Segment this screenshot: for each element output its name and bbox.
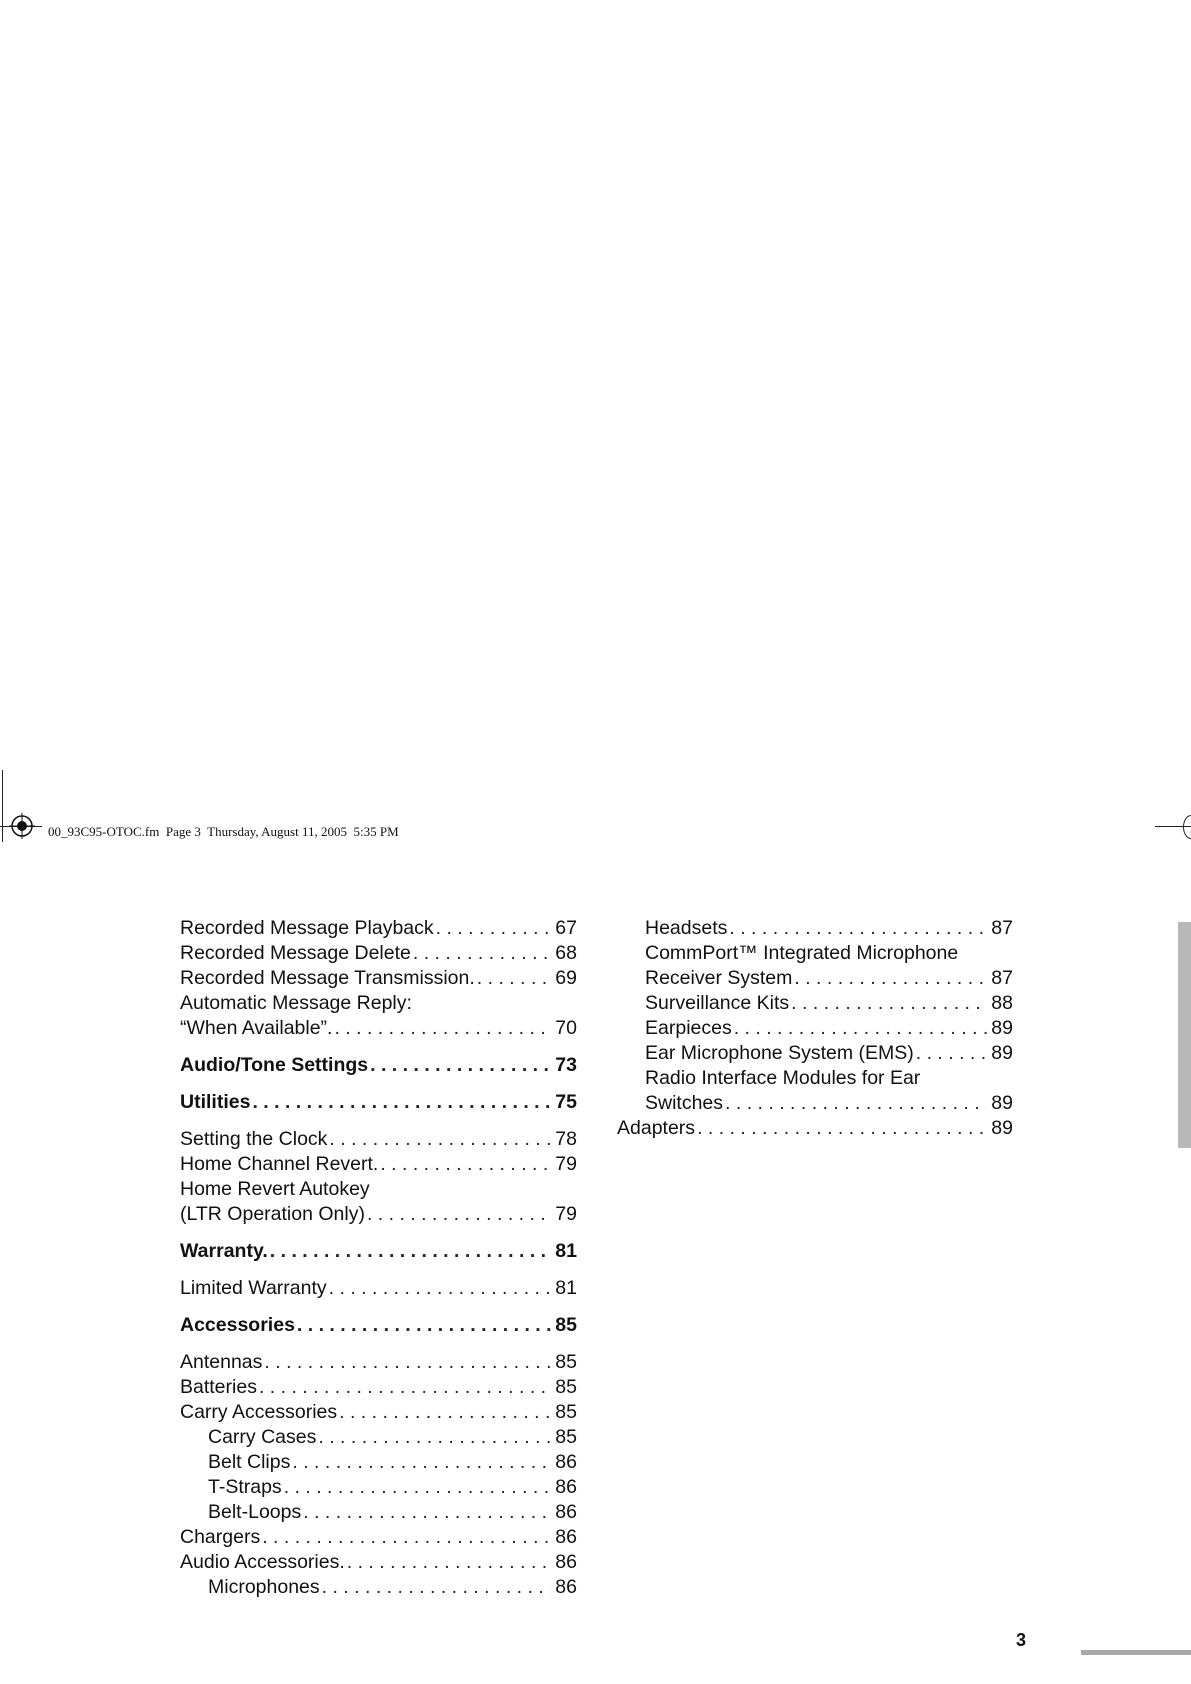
toc-entry xyxy=(617,1016,1013,1041)
toc-dot-leader xyxy=(365,1202,551,1227)
toc-entry xyxy=(180,1276,577,1301)
toc-entry-title: Recorded Message Playback xyxy=(180,917,434,939)
toc-entry xyxy=(180,1202,577,1227)
toc-entry xyxy=(180,1525,577,1550)
toc-dot-leader xyxy=(320,1575,552,1600)
toc-entry-title: (LTR Operation Only) xyxy=(180,1203,365,1225)
toc-dot-leader xyxy=(789,991,987,1016)
side-tab-marker xyxy=(1178,922,1191,1148)
toc-entry-title: Setting the Clock xyxy=(180,1128,328,1150)
toc-entry xyxy=(180,1450,577,1475)
toc-entry-title: Utilities xyxy=(180,1091,251,1113)
toc-dot-leader xyxy=(257,1375,551,1400)
toc-entry xyxy=(617,941,1013,966)
toc-entry-page: 87 xyxy=(991,967,1013,989)
toc-entry xyxy=(180,1177,577,1202)
toc-entry-title: Chargers xyxy=(180,1526,261,1548)
toc-entry xyxy=(180,1550,577,1575)
toc-entry-title: Radio Interface Modules for Ear xyxy=(645,1067,921,1089)
toc-entry-title: Recorded Message Delete xyxy=(180,942,411,964)
toc-entry-page: 86 xyxy=(555,1526,577,1548)
toc-dot-leader xyxy=(260,1525,551,1550)
toc-entry-page: 89 xyxy=(991,1017,1013,1039)
toc-entry-title: CommPort™ Integrated Microphone xyxy=(645,942,959,964)
toc-entry-title: Carry Cases xyxy=(208,1426,317,1448)
toc-dot-leader xyxy=(695,1116,987,1141)
toc-entry-page: 89 xyxy=(991,1092,1013,1114)
toc-entry-title: Audio Accessories. xyxy=(180,1551,345,1573)
toc-entry-page: 78 xyxy=(555,1128,577,1150)
toc-entry-title: Microphones xyxy=(208,1576,320,1598)
toc-dot-leader xyxy=(368,1053,551,1078)
toc-dot-leader xyxy=(282,1475,552,1500)
toc-dot-leader xyxy=(268,1239,552,1264)
toc-entry xyxy=(180,1375,577,1400)
toc-dot-leader xyxy=(295,1313,551,1338)
toc-entry-page: 81 xyxy=(555,1240,577,1262)
toc-entry-page: 85 xyxy=(555,1426,577,1448)
toc-entry xyxy=(617,991,1013,1016)
toc-entry-page: 86 xyxy=(555,1501,577,1523)
toc-dot-leader xyxy=(250,1090,551,1115)
toc-entry xyxy=(180,1053,577,1078)
toc-entry-page: 85 xyxy=(555,1351,577,1373)
toc-entry xyxy=(180,991,577,1016)
toc-right-column xyxy=(617,916,1013,1141)
toc-dot-leader xyxy=(411,941,551,966)
toc-left-column xyxy=(180,916,577,1600)
toc-entry-title: Receiver System xyxy=(645,967,793,989)
toc-entry-page: 86 xyxy=(555,1576,577,1598)
toc-entry-title: Carry Accessories xyxy=(180,1401,338,1423)
toc-dot-leader xyxy=(475,966,552,991)
toc-entry-title: Switches xyxy=(645,1092,724,1114)
toc-entry-page: 73 xyxy=(555,1054,577,1076)
toc-entry xyxy=(180,916,577,941)
toc-entry-title: Surveillance Kits xyxy=(645,992,790,1014)
toc-entry xyxy=(180,1313,577,1338)
toc-entry-title: Audio/Tone Settings xyxy=(180,1054,369,1076)
toc-entry-title: Accessories xyxy=(180,1314,295,1336)
toc-entry-title: T-Straps xyxy=(208,1476,282,1498)
toc-entry xyxy=(180,966,577,991)
toc-entry-page: 89 xyxy=(991,1042,1013,1064)
toc-entry-title: Belt Clips xyxy=(208,1451,291,1473)
toc-entry xyxy=(180,1425,577,1450)
toc-entry xyxy=(180,1127,577,1152)
toc-entry-page: 67 xyxy=(555,917,577,939)
toc-entry xyxy=(617,1116,1013,1141)
toc-entry-title: Home Channel Revert. xyxy=(180,1153,379,1175)
toc-entry xyxy=(617,1041,1013,1066)
toc-entry xyxy=(180,1400,577,1425)
toc-entry xyxy=(617,1091,1013,1116)
toc-entry-title: Earpieces xyxy=(645,1017,732,1039)
footer-bar xyxy=(1081,1650,1191,1655)
toc-entry-title: Adapters xyxy=(617,1117,696,1139)
toc-dot-leader xyxy=(327,1276,552,1301)
toc-entry-page: 79 xyxy=(555,1203,577,1225)
toc-entry xyxy=(617,966,1013,991)
toc-entry xyxy=(180,1475,577,1500)
toc-dot-leader xyxy=(727,916,987,941)
toc-entry-page: 86 xyxy=(555,1551,577,1573)
toc-dot-leader xyxy=(345,1550,552,1575)
toc-entry-title: Antennas xyxy=(180,1351,263,1373)
toc-entry xyxy=(180,1090,577,1115)
toc-entry-page: 79 xyxy=(555,1153,577,1175)
toc-entry xyxy=(180,1239,577,1264)
toc-entry-page: 85 xyxy=(555,1314,577,1336)
registration-mark-right-icon xyxy=(1183,815,1191,839)
toc-entry-page: 86 xyxy=(555,1476,577,1498)
toc-entry-page: 87 xyxy=(991,917,1013,939)
toc-entry-title: Automatic Message Reply: xyxy=(180,992,412,1014)
toc-entry-page: 85 xyxy=(555,1401,577,1423)
toc-dot-leader xyxy=(262,1350,551,1375)
toc-entry-page: 69 xyxy=(555,967,577,989)
toc-entry xyxy=(180,1500,577,1525)
toc-dot-leader xyxy=(290,1450,551,1475)
toc-dot-leader xyxy=(434,916,552,941)
toc-dot-leader xyxy=(337,1400,551,1425)
toc-dot-leader xyxy=(792,966,987,991)
toc-entry xyxy=(180,941,577,966)
toc-entry-title: Limited Warranty xyxy=(180,1277,327,1299)
toc-entry-title: Ear Microphone System (EMS) xyxy=(645,1042,914,1064)
toc-dot-leader xyxy=(914,1041,988,1066)
toc-entry-title: “When Available”. xyxy=(180,1017,333,1039)
toc-entry xyxy=(617,1066,1013,1091)
toc-entry-page: 89 xyxy=(991,1117,1013,1139)
toc-entry-title: Home Revert Autokey xyxy=(180,1178,370,1200)
registration-mark-icon xyxy=(9,813,35,839)
toc-dot-leader xyxy=(301,1500,551,1525)
toc-entry-page: 68 xyxy=(555,942,577,964)
toc-entry-page: 70 xyxy=(555,1017,577,1039)
toc-dot-leader xyxy=(378,1152,551,1177)
toc-entry xyxy=(180,1575,577,1600)
toc-entry xyxy=(180,1016,577,1041)
toc-entry xyxy=(617,916,1013,941)
file-stamp: 00_93C95-OTOC.fm Page 3 Thursday, August 11, 2005 5:35 PM xyxy=(48,824,399,839)
toc-dot-leader xyxy=(732,1016,988,1041)
toc-entry-title: Batteries xyxy=(180,1376,257,1398)
toc-dot-leader xyxy=(316,1425,551,1450)
toc-entry-page: 85 xyxy=(555,1376,577,1398)
toc-entry-page: 81 xyxy=(555,1277,577,1299)
toc-entry xyxy=(180,1350,577,1375)
toc-entry-page: 86 xyxy=(555,1451,577,1473)
page-number: 3 xyxy=(1016,1630,1027,1650)
toc-entry-title: Headsets xyxy=(645,917,728,939)
toc-entry-title: Belt-Loops xyxy=(208,1501,302,1523)
crop-mark-vertical xyxy=(2,770,3,842)
toc-entry-title: Recorded Message Transmission. xyxy=(180,967,475,989)
toc-dot-leader xyxy=(327,1127,551,1152)
toc-entry-page: 75 xyxy=(555,1091,577,1113)
toc-entry-page: 88 xyxy=(991,992,1013,1014)
toc-dot-leader xyxy=(332,1016,551,1041)
toc-entry xyxy=(180,1152,577,1177)
toc-dot-leader xyxy=(723,1091,987,1116)
toc-entry-title: Warranty. xyxy=(180,1240,268,1262)
